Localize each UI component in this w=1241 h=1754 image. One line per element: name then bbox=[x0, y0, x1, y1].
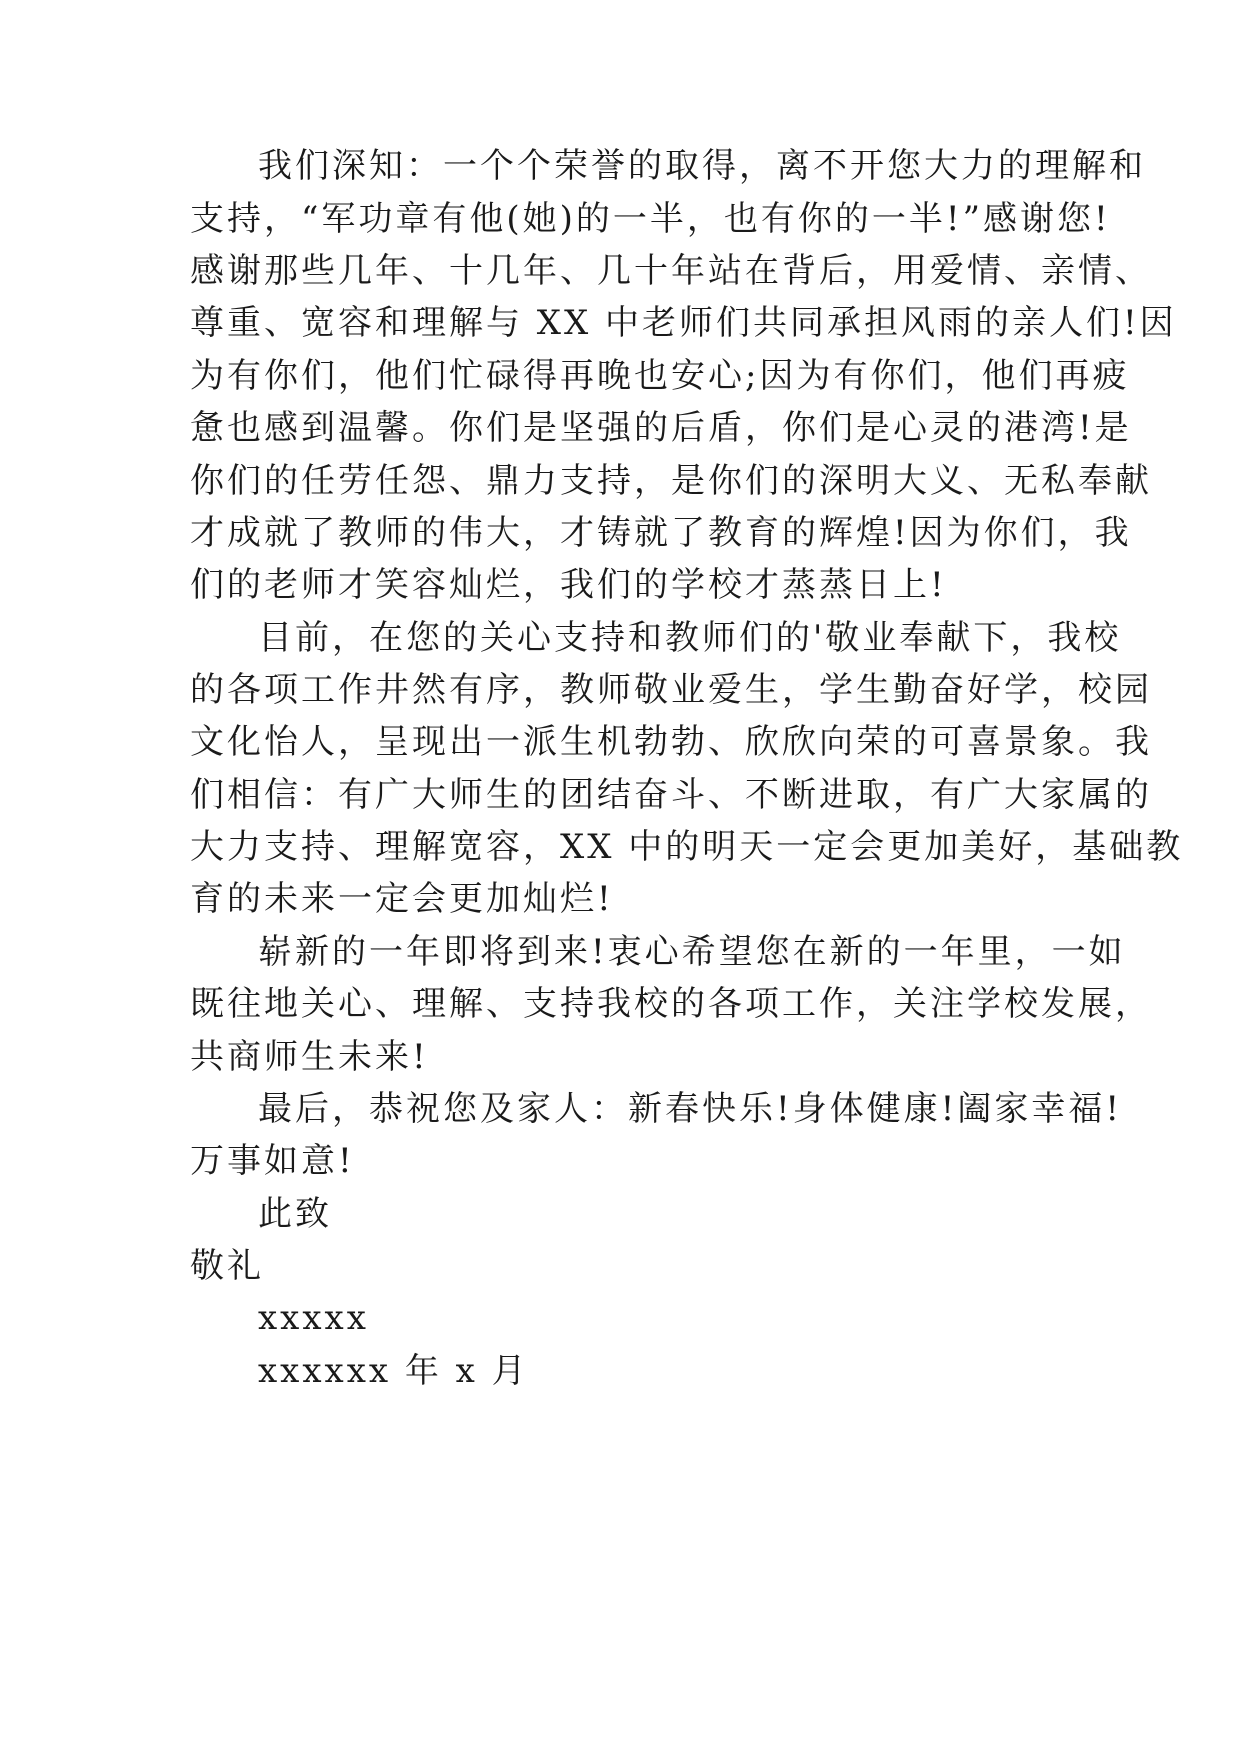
text-line: 目前，在您的关心支持和教师们的'敬业奉献下，我校 bbox=[258, 618, 1122, 658]
text-line: 共商师生未来! bbox=[190, 1037, 429, 1077]
text-line: 崭新的一年即将到来!衷心希望您在新的一年里，一如 bbox=[258, 932, 1126, 972]
text-line: 支持，“军功章有他(她)的一半，也有你的一半!”感谢您! bbox=[190, 199, 1111, 239]
text-line: 感谢那些几年、十几年、几十年站在背后，用爱情、亲情、 bbox=[190, 251, 1152, 291]
text-line: 你们的任劳任怨、鼎力支持，是你们的深明大义、无私奉献 bbox=[190, 461, 1152, 501]
salutation: 敬礼 bbox=[190, 1246, 264, 1286]
text-line: 惫也感到温馨。你们是坚强的后盾，你们是心灵的港湾!是 bbox=[190, 408, 1132, 448]
text-line: 的各项工作井然有序，教师敬业爱生，学生勤奋好学，校园 bbox=[190, 670, 1152, 710]
text-line: 万事如意! bbox=[190, 1141, 355, 1181]
signature: xxxxx bbox=[258, 1298, 369, 1338]
text-line: 我们深知：一个个荣誉的取得，离不开您大力的理解和 bbox=[258, 146, 1146, 186]
text-line: 育的未来一定会更加灿烂! bbox=[190, 879, 614, 919]
text-line: 既往地关心、理解、支持我校的各项工作，关注学校发展， bbox=[190, 984, 1152, 1024]
text-line: 尊重、宽容和理解与 XX 中老师们共同承担风雨的亲人们!因 bbox=[190, 303, 1177, 343]
text-line: 们的老师才笑容灿烂，我们的学校才蒸蒸日上! bbox=[190, 565, 947, 605]
text-line: 们相信：有广大师生的团结奋斗、不断进取，有广大家属的 bbox=[190, 775, 1152, 815]
text-line: 为有你们，他们忙碌得再晚也安心;因为有你们，他们再疲 bbox=[190, 356, 1130, 396]
text-line: 最后，恭祝您及家人：新春快乐!身体健康!阖家幸福! bbox=[258, 1089, 1122, 1129]
closing: 此致 bbox=[258, 1194, 332, 1234]
date: xxxxxx 年 x 月 bbox=[258, 1351, 529, 1391]
text-line: 文化怡人，呈现出一派生机勃勃、欣欣向荣的可喜景象。我 bbox=[190, 722, 1152, 762]
text-line: 大力支持、理解宽容，XX 中的明天一定会更加美好，基础教 bbox=[190, 827, 1184, 867]
text-line: 才成就了教师的伟大，才铸就了教育的辉煌!因为你们，我 bbox=[190, 513, 1132, 553]
